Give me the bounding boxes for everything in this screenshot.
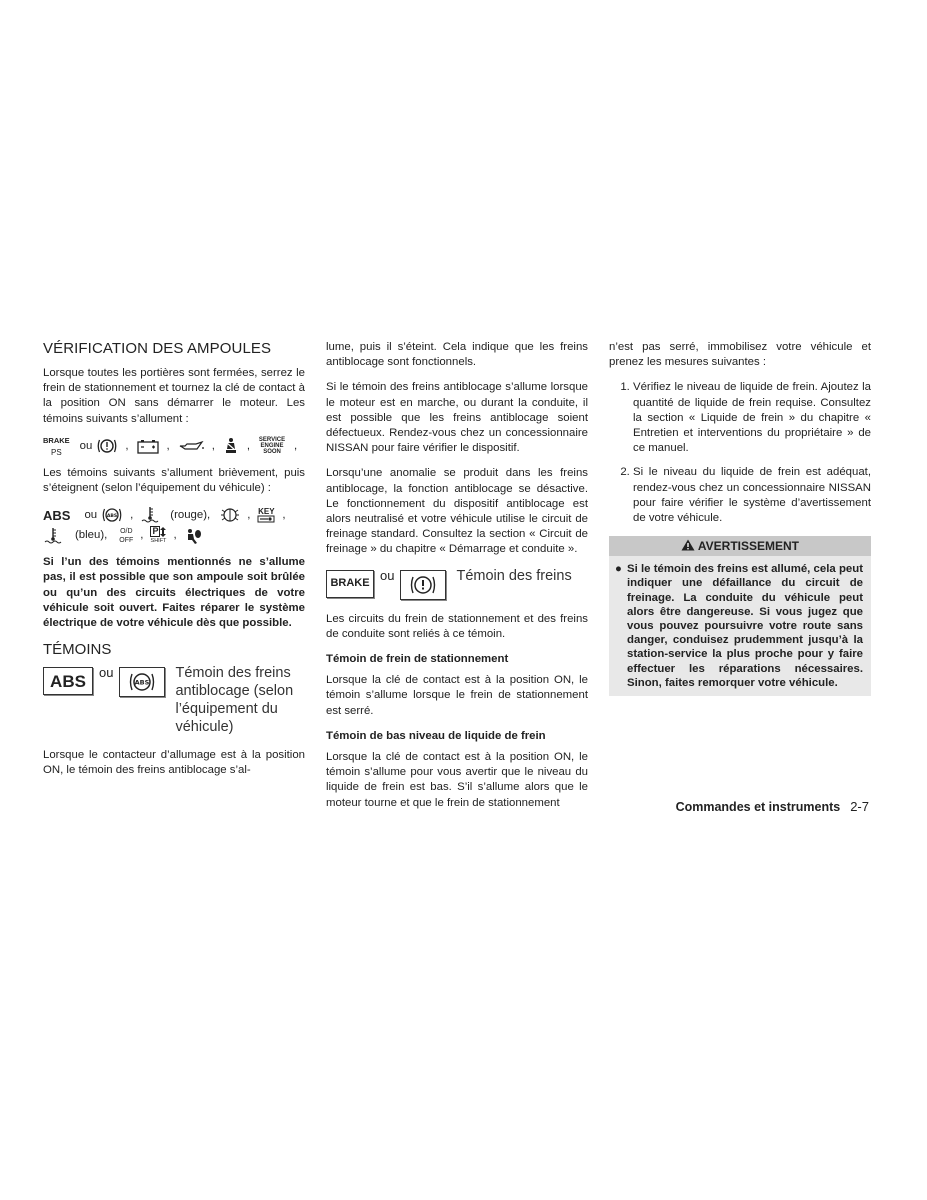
steps-list [609,380,871,526]
indicator-icons-row-2: ABS ou ABS , (rouge), , KEY , [43,506,286,523]
footer-section-title: Commandes et instruments [675,800,841,814]
brake-warning-icon [96,437,118,455]
heading-warning-lights: TÉMOINS [43,641,112,659]
low-coolant-icon [43,527,63,545]
warning-text: Si le témoin des freins est allumé, cela peut indiquer une défaillance du circuit de freinage. La conduite du véhicule peut alors être dangereuse. Si vous jugez que vous pouvez poursuivre votre route sans danger, conduisez prudemment jusqu’à la station-service la plus proche pour y faire effectuer les réparations nécessaires. Sinon, faites remorquer votre véhicule. [627,563,863,689]
subheading-parking-brake: Témoin de frein de stationnement [326,653,509,666]
paragraph-ignition-abs: Lorsque le contacteur d’allumage est à la position ON, le témoin des freins antiblocage s’al- [43,749,305,777]
list-item: 1. Vérifiez le niveau de liquide de frein. Ajoutez la quantité de liquide de frein requise. Consultez la section « Liquide de frein » du chapitre « Entretien et interventions du propriétaire » de ce manuel. [633,380,871,456]
page-footer [676,799,869,814]
indicator-icons-row-1: BRAKE PS ou , , , , SERVICE ENGINE SOON , [43,435,298,457]
paragraph-low-brake-fluid: Lorsque la clé de contact est à la position ON, le témoin s’allume pour vous avertir que le niveau du liquide de frein est bas. S’il s’allume alors que le moteur tourne et que le frein de stationnement [326,751,588,809]
battery-charge-icon [136,438,160,454]
od-off-icon: O/D OFF [119,527,134,544]
list-item: 2. Si le niveau du liquide de frein est adéquat, rendez-vous chez un concessionnaire NISSAN pour faire vérifier le système d’avertissement de votre véhicule. [633,465,871,526]
abs-light-title: Témoin des freins antiblocage (selon l’équipement du véhicule) [175,665,294,736]
warning-triangle-icon [681,539,698,553]
paragraph-bulb-check: Lorsque toutes les portières sont fermées, serrez le frein de stationnement et tournez la clé de contact à la position ON sans démarrer le moteur. Les témoins suivants s’allument : [43,367,305,425]
column-3 [609,340,871,696]
shift-p-icon: P SHIFT [150,526,167,545]
paragraph-parking-brake: Lorsque la clé de contact est à la position ON, le témoin s’allume lorsque le frein de stationnement est serré. [326,674,588,717]
paragraph-abs-functional: lume, puis il s’éteint. Cela indique que les freins antiblocage sont fonctionnels. [326,341,588,369]
brake-ps-icon: BRAKE PS [43,435,70,457]
airbag-icon [184,527,204,545]
indicator-icons-row-3: (bleu), O/D OFF , P SHIFT , [43,526,305,545]
key-icon: KEY [257,508,275,523]
brake-warning-light-badge: BRAKE ou Témoin des freins [326,570,588,600]
paragraph-abs-anomaly: Lorsqu’une anomalie se produit dans les freins antiblocage, la fonction antiblocage se désactive. Le fonctionnement du dispositif antiblocage est alors neutralisé et votre véhicule utilise le circuit de freinage standard. Consultez la section « Circuit de freinage » du chapitre « Démarrage et conduite ». [326,467,588,556]
abs-circle-badge-icon [119,667,165,697]
service-engine-soon-icon: SERVICE ENGINE SOON [258,437,286,456]
brake-circle-badge-icon [400,570,446,600]
paragraph-bulb-failure-warning: Si l’un des témoins mentionnés ne s’allume pas, il est possible que son ampoule soit brûlée ou qu’un des circuits électriques de votre véhicule soit ouvert. Faites réparer le système électrique de votre véhicule dès que possible. [43,556,305,630]
column-1 [43,340,305,789]
abs-circle-icon [101,506,123,524]
brake-badge-icon: BRAKE [326,570,374,598]
abs-badge-icon: ABS [43,667,93,695]
headlight-icon [220,506,240,524]
warning-content [609,556,871,690]
oil-pressure-icon [177,439,205,453]
warning-header [609,536,871,556]
subheading-low-brake-fluid: Témoin de bas niveau de liquide de frein [326,729,546,742]
warning-box [609,536,871,696]
paragraph-brake-circuits: Les circuits du frein de stationnement et des freins de conduite sont reliés à ce témoin. [326,612,588,640]
heading-bulb-check: VÉRIFICATION DES AMPOULES [43,340,272,357]
abs-warning-light-badge: ABS ou ABS Témoin des freins antiblocage (selon l’équipement du véhicule) [43,667,305,736]
svg-text:ABS: ABS [106,514,118,520]
paragraph-abs-defective: Si le témoin des freins antiblocage s’allume lorsque le moteur est en marche, ou durant la conduite, il est possible que les freins antiblocage soient défectueux. Rendez-vous chez un concessionnaire NISSAN pour faire vérifier le dispositif. [326,381,588,455]
paragraph-brief-lights: Les témoins suivants s’allument brièvement, puis s’éteignent (selon l’équipement du véhicule) : [43,466,305,495]
coolant-temperature-icon [140,506,160,524]
page-number: 2-7 [850,799,869,814]
svg-text:ABS: ABS [135,678,150,687]
column-2 [326,340,588,821]
paragraph-stop-vehicle: n’est pas serré, immobilisez votre véhicule et prenez les mesures suivantes : [609,341,871,369]
abs-text-icon: ABS [43,507,71,523]
seatbelt-icon [222,437,240,455]
bullet-icon: ● [615,563,622,576]
warning-title: AVERTISSEMENT [697,539,799,554]
brake-light-title: Témoin des freins [456,567,572,584]
